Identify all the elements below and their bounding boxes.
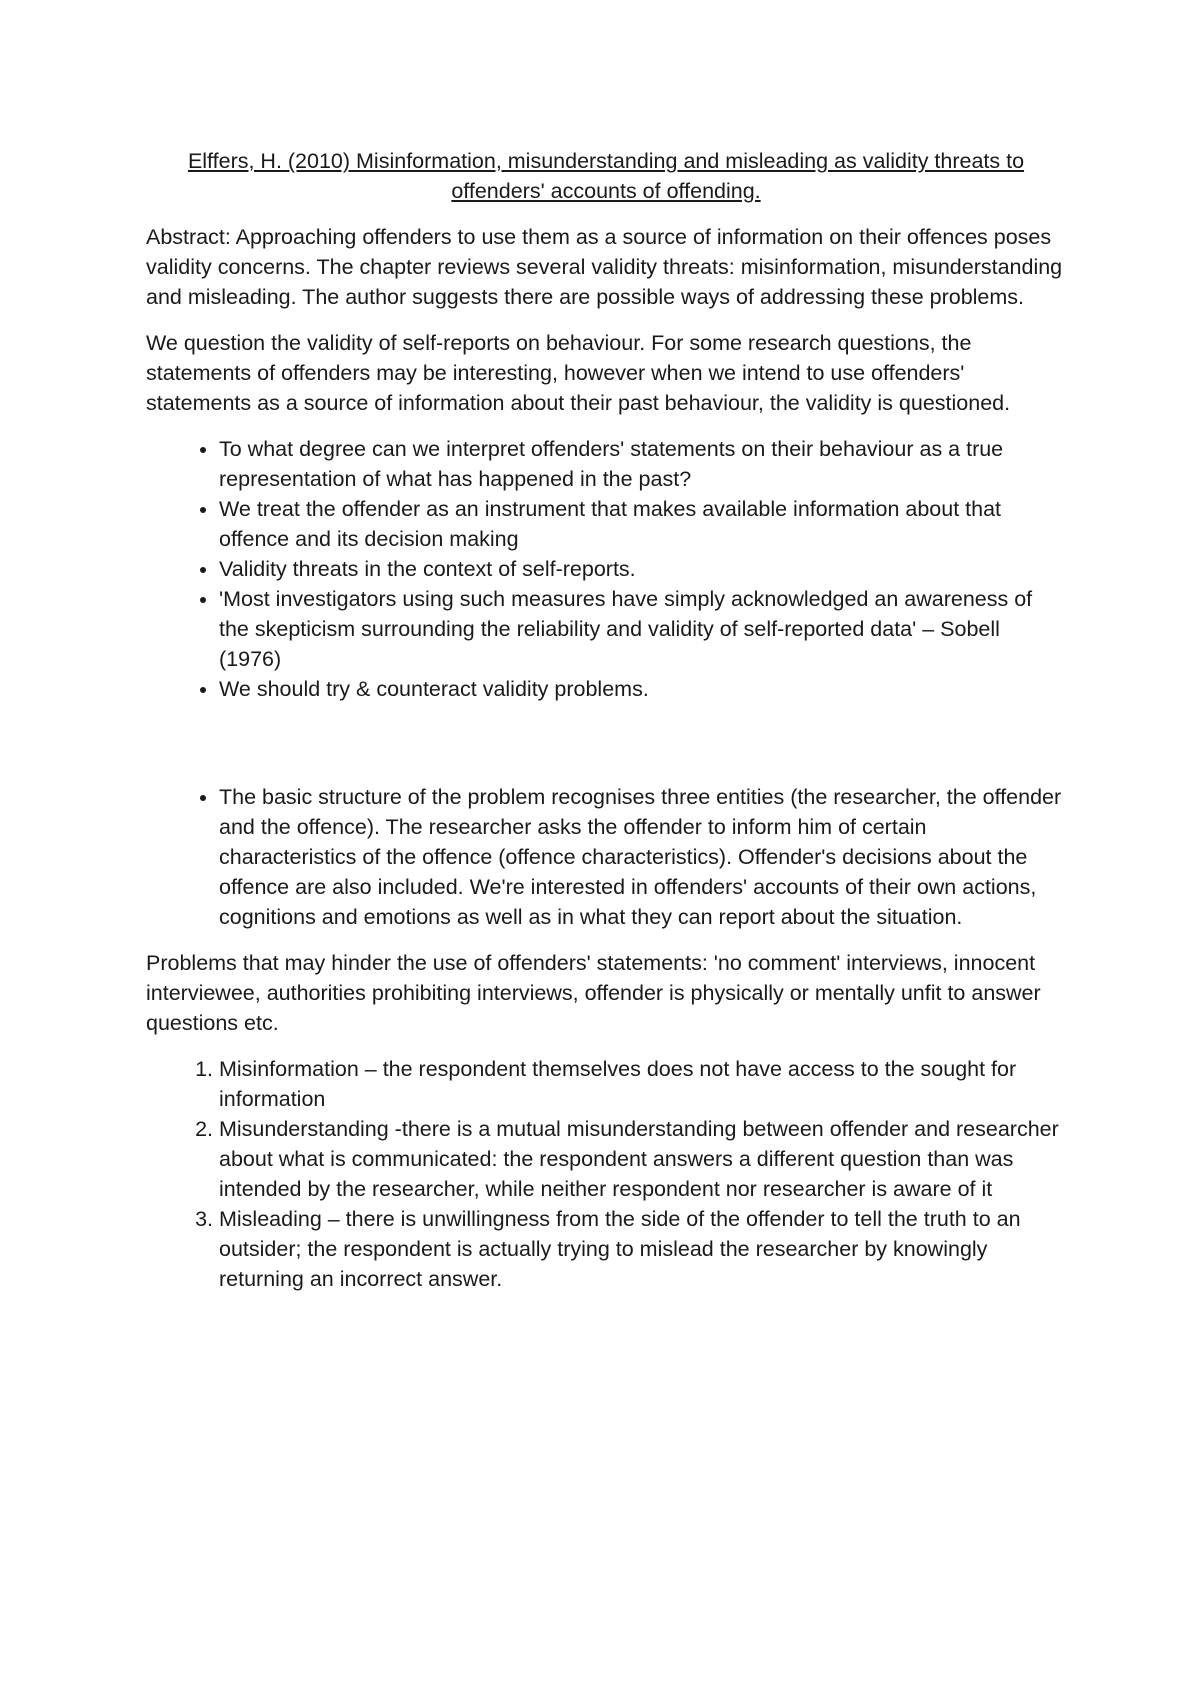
document-title: Elffers, H. (2010) Misinformation, misunderstanding and misleading as validity threats to offenders' accounts of offending. [187,149,1025,203]
bullet-list-validity [146,434,1066,704]
list-item: • We should try & counteract validity problems. [219,674,1066,704]
list-item: • To what degree can we interpret offenders' statements on their behaviour as a true representation of what has happened in the past? [219,434,1066,494]
validity-paragraph: We question the validity of self-reports on behaviour. For some research questions, the statements of offenders may be interesting, however when we intend to use offenders' statements as a source of information about their past behaviour, the validity is questioned. [146,331,1011,415]
list-item: • Validity threats in the context of self-reports. [219,554,1066,584]
list-item: 1. Misinformation – the respondent themselves does not have access to the sought for information [219,1054,1066,1114]
list-item: • We treat the offender as an instrument that makes available information about that offence and its decision making [219,494,1066,554]
list-item: • The basic structure of the problem recognises three entities (the researcher, the offender and the offence). The researcher asks the offender to inform him of certain characteristics of the offence (offence characteristics). Offender's decisions about the offence are also included. We're interested in offenders' accounts of their own actions, cognitions and emotions as well as in what they can report about the situation. [219,782,1066,932]
list-item: • 'Most investigators using such measures have simply acknowledged an awareness of the skepticism surrounding the reliability and validity of self-reported data' – Sobell (1976) [219,584,1066,674]
abstract-paragraph: Abstract: Approaching offenders to use them as a source of information on their offences poses validity concerns. The chapter reviews several validity threats: misinformation, misunderstanding and misleading. The author suggests there are possible ways of addressing these problems. [146,225,1063,309]
bullet-list-structure [146,782,1066,932]
spacer [146,720,1066,782]
numbered-list-threats [146,1054,1066,1294]
list-item: 3. Misleading – there is unwillingness from the side of the offender to tell the truth to an outsider; the respondent is actually trying to mislead the researcher by knowingly returning an incorrect answer. [219,1204,1066,1294]
document-content [146,146,1066,1310]
problems-paragraph: Problems that may hinder the use of offenders' statements: 'no comment' interviews, innocent interviewee, authorities prohibiting interviews, offender is physically or mentally unfit to answer questions etc. [146,951,1041,1035]
list-item: 2. Misunderstanding -there is a mutual misunderstanding between offender and researcher about what is communicated: the respondent answers a different question than was intended by the researcher, while neither respondent nor researcher is aware of it [219,1114,1066,1204]
